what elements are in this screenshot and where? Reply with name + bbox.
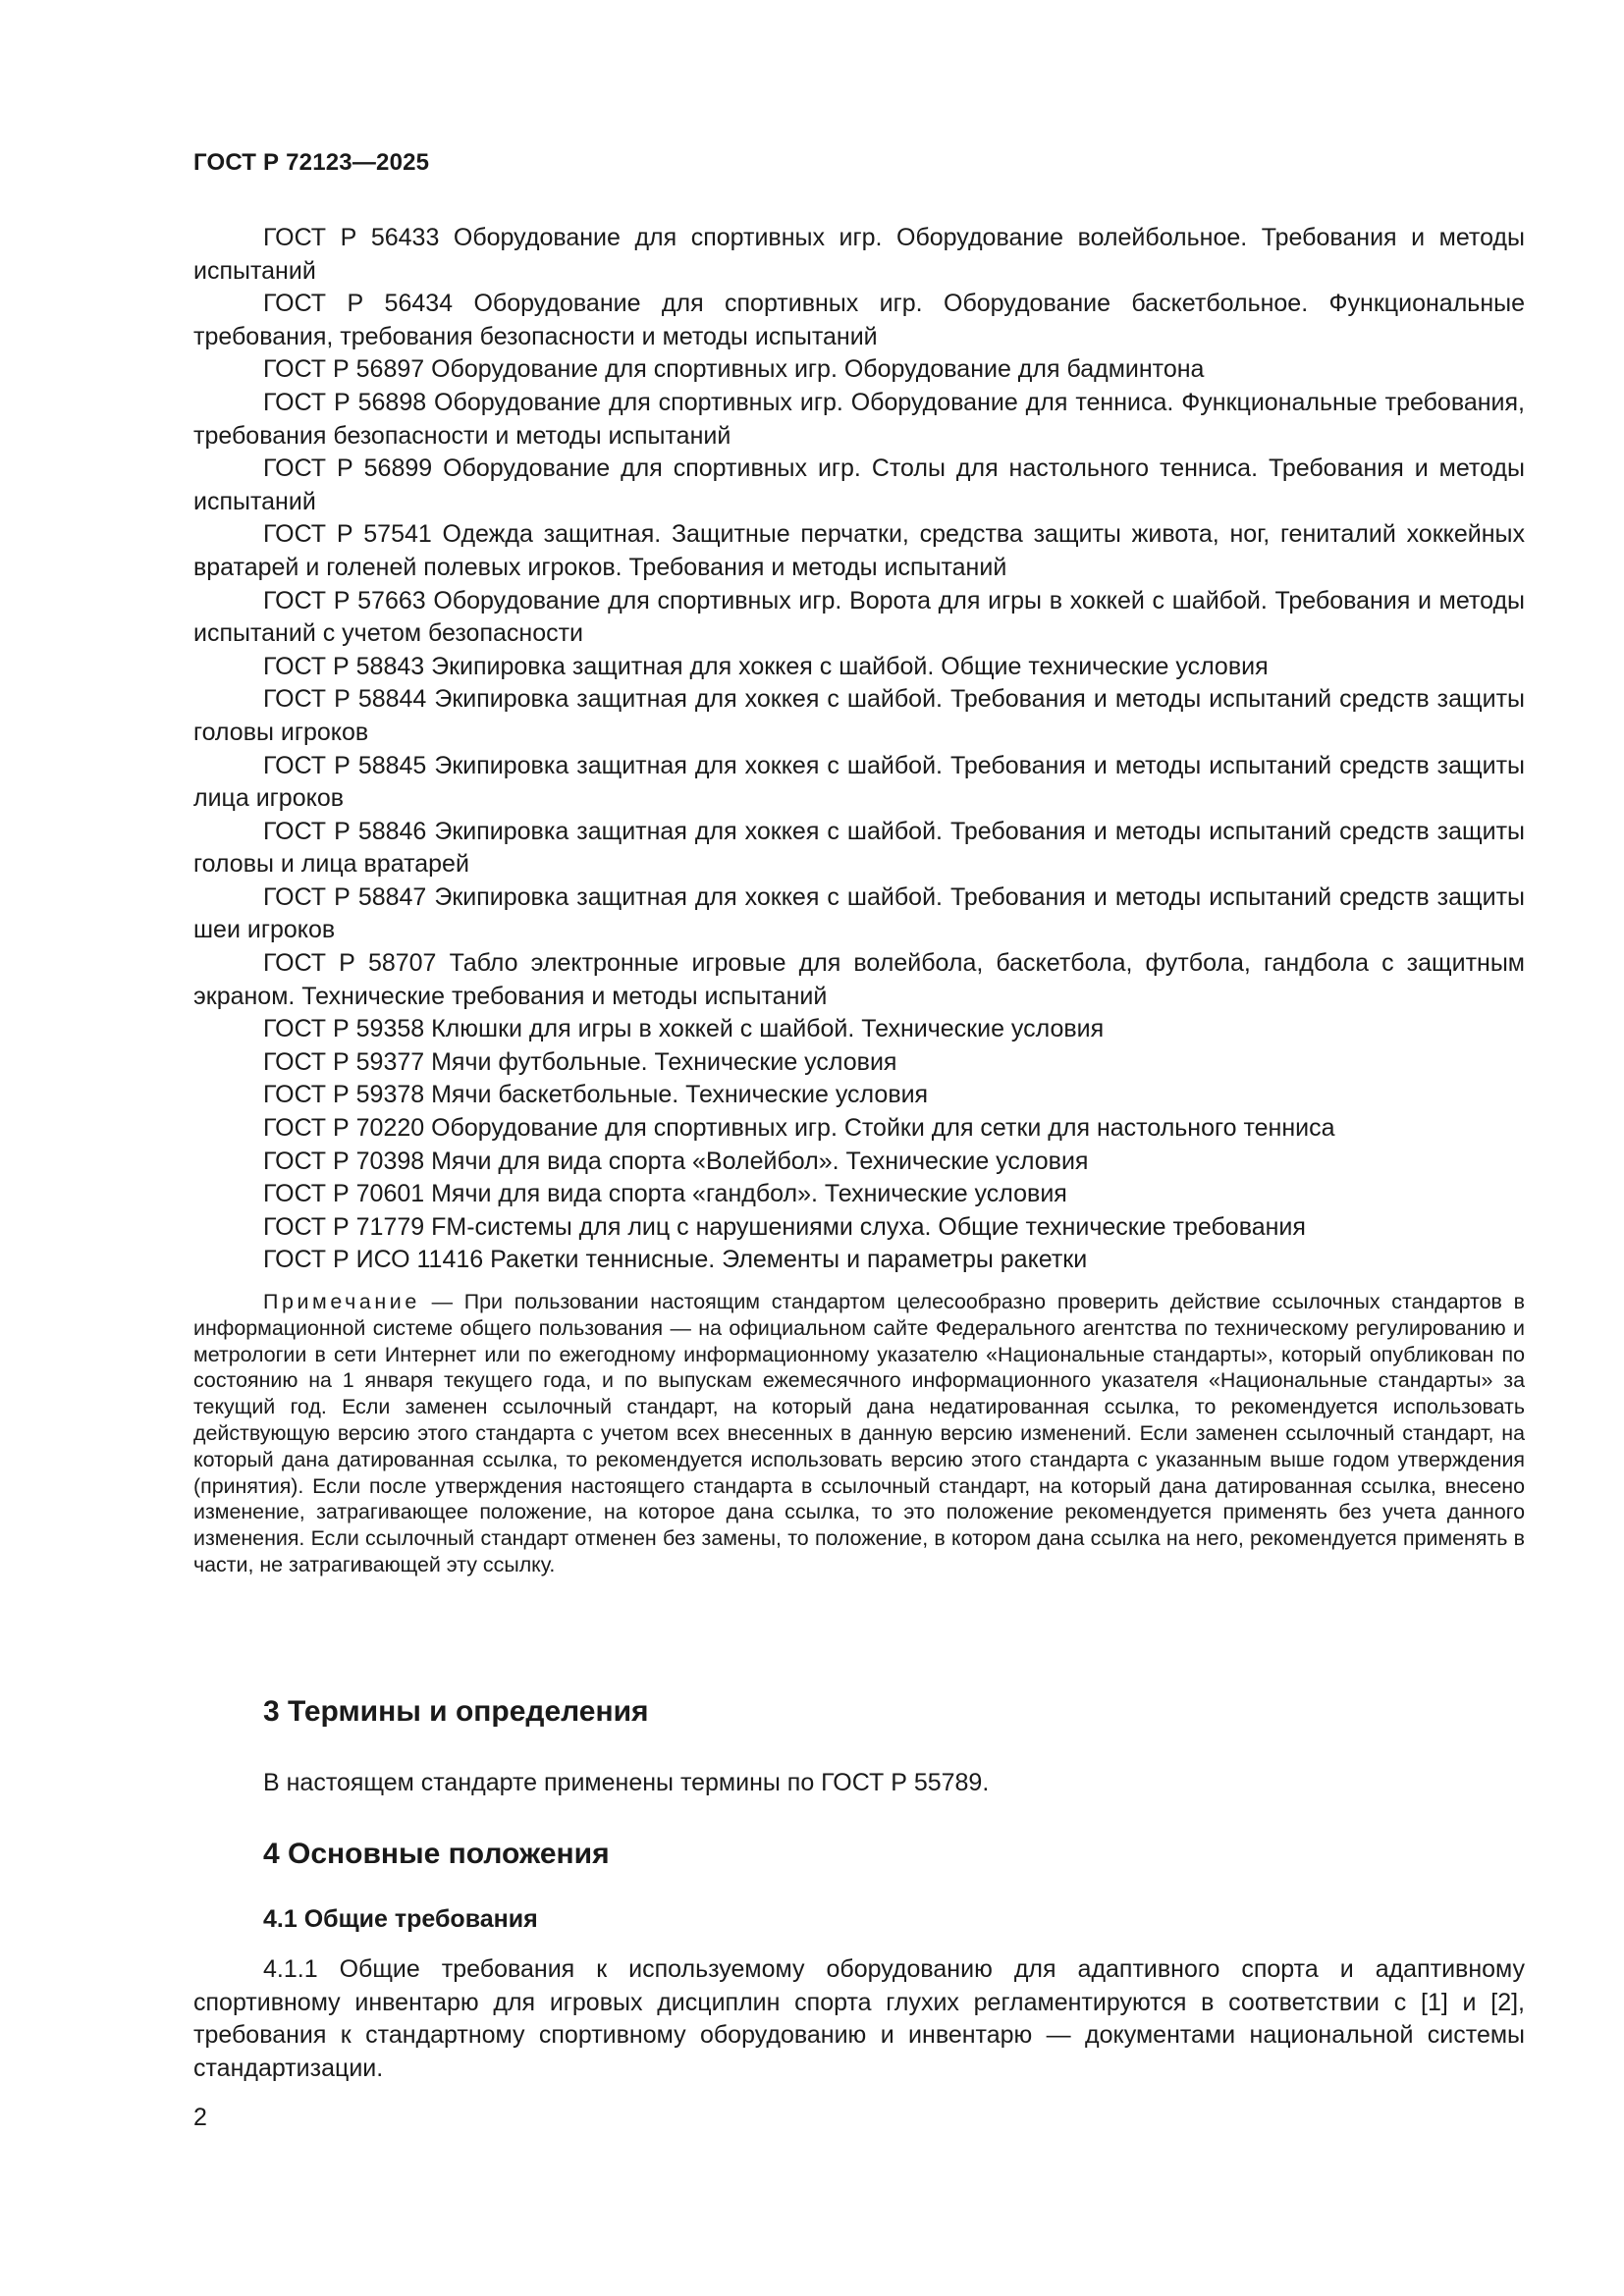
reference-item: ГОСТ Р 58844 Экипировка защитная для хоккея с шайбой. Требования и методы испытаний средств защиты головы игроков (193, 685, 1525, 746)
reference-item: ГОСТ Р 58845 Экипировка защитная для хоккея с шайбой. Требования и методы испытаний средств защиты лица игроков (193, 751, 1525, 813)
reference-item: ГОСТ Р 58846 Экипировка защитная для хоккея с шайбой. Требования и методы испытаний средств защиты головы и лица вратарей (193, 817, 1525, 879)
reference-item: ГОСТ Р 58707 Табло электронные игровые для волейбола, баскетбола, футбола, гандбола с защитным экраном. Технические требования и методы испытаний (193, 949, 1525, 1010)
reference-item: ГОСТ Р 57541 Одежда защитная. Защитные перчатки, средства защиты живота, ног, гениталий хоккейных вратарей и голеней полевых игроков. Требования и методы испытаний (193, 520, 1525, 581)
reference-item: ГОСТ Р 56898 Оборудование для спортивных игр. Оборудование для тенниса. Функциональные требования, требования безопасности и методы испытаний (193, 388, 1525, 450)
note-label: Примечание (263, 1290, 420, 1313)
paragraph-4-1-1: 4.1.1 Общие требования к используемому оборудованию для адаптивного спорта и адаптивному спортивному инвентарю для игровых дисциплин спорта глухих регламентируются в соответствии с [1] и [2], требования к стандартному спортивному оборудованию и инвентарю — документами национальной системы стандартизации. (193, 1955, 1525, 2082)
reference-item: ГОСТ Р 56897 Оборудование для спортивных игр. Оборудование для бадминтона (263, 355, 1205, 384)
page-number: 2 (193, 2104, 207, 2131)
reference-item: ГОСТ Р 71779 FM-системы для лиц с нарушениями слуха. Общие технические требования (263, 1212, 1306, 1241)
note-text: — При пользовании настоящим стандартом целесообразно проверить действие ссылочных стандартов в информационной системе общего пользования — на официальном сайте Федерального агентства по техническому регулированию и метрологии в сети Интернет или по ежегодному информационному указателю «Национальные стандарты», который опубликован по состоянию на 1 января текущего года, и по выпускам ежемесячного информационного указателя «Национальные стандарты» за текущий год. Если заменен ссылочный стандарт, на который дана недатированная ссылка, то рекомендуется использовать действующую версию этого стандарта с учетом всех внесенных в данную версию изменений. Если заменен ссылочный стандарт, на который дана датированная ссылка, то рекомендуется использовать версию этого стандарта с указанным выше годом утверждения (принятия). Если после утверждения настоящего стандарта в ссылочный стандарт, на который дана датированная ссылка, внесено изменение, затрагивающее положение, на которое дана ссылка, то это положение рекомендуется применять без учета данного изменения. Если ссылочный стандарт отменен без замены, то положение, в котором дана ссылка на него, рекомендуется применять в части, не затрагивающей эту ссылку. (193, 1290, 1525, 1576)
reference-item: ГОСТ Р 70220 Оборудование для спортивных игр. Стойки для сетки для настольного тенниса (263, 1114, 1335, 1143)
normative-references-list (193, 222, 1525, 1277)
reference-item: ГОСТ Р ИСО 11416 Ракетки теннисные. Элементы и параметры ракетки (263, 1246, 1088, 1274)
reference-item: ГОСТ Р 58843 Экипировка защитная для хоккея с шайбой. Общие технические условия (263, 652, 1269, 680)
subsection-4-1-heading: 4.1 Общие требования (263, 1905, 538, 1933)
reference-item: ГОСТ Р 59358 Клюшки для игры в хоккей с шайбой. Технические условия (263, 1015, 1105, 1043)
document-code-header: ГОСТ Р 72123—2025 (193, 149, 430, 176)
section-3-heading: 3 Термины и определения (263, 1695, 649, 1728)
reference-item: ГОСТ Р 70601 Мячи для вида спорта «гандбол». Технические условия (263, 1180, 1067, 1208)
reference-item: ГОСТ Р 59377 Мячи футбольные. Технические условия (263, 1047, 897, 1076)
section-4-heading: 4 Основные положения (263, 1838, 610, 1870)
reference-item: ГОСТ Р 56434 Оборудование для спортивных игр. Оборудование баскетбольное. Функциональные требования, требования безопасности и методы испытаний (193, 290, 1525, 350)
reference-item: ГОСТ Р 57663 Оборудование для спортивных игр. Ворота для игры в хоккей с шайбой. Требования и методы испытаний с учетом безопасности (193, 586, 1525, 648)
reference-note (193, 1289, 1525, 1578)
reference-item: ГОСТ Р 59378 Мячи баскетбольные. Технические условия (263, 1081, 929, 1109)
reference-item: ГОСТ Р 58847 Экипировка защитная для хоккея с шайбой. Требования и методы испытаний средств защиты шеи игроков (193, 882, 1525, 944)
section-3-text: В настоящем стандарте применены термины по ГОСТ Р 55789. (263, 1769, 990, 1796)
reference-item: ГОСТ Р 56433 Оборудование для спортивных игр. Оборудование волейбольное. Требования и методы испытаний (193, 224, 1525, 285)
reference-item: ГОСТ Р 56899 Оборудование для спортивных игр. Столы для настольного тенниса. Требования и методы испытаний (193, 454, 1525, 515)
reference-item: ГОСТ Р 70398 Мячи для вида спорта «Волейбол». Технические условия (263, 1147, 1089, 1175)
